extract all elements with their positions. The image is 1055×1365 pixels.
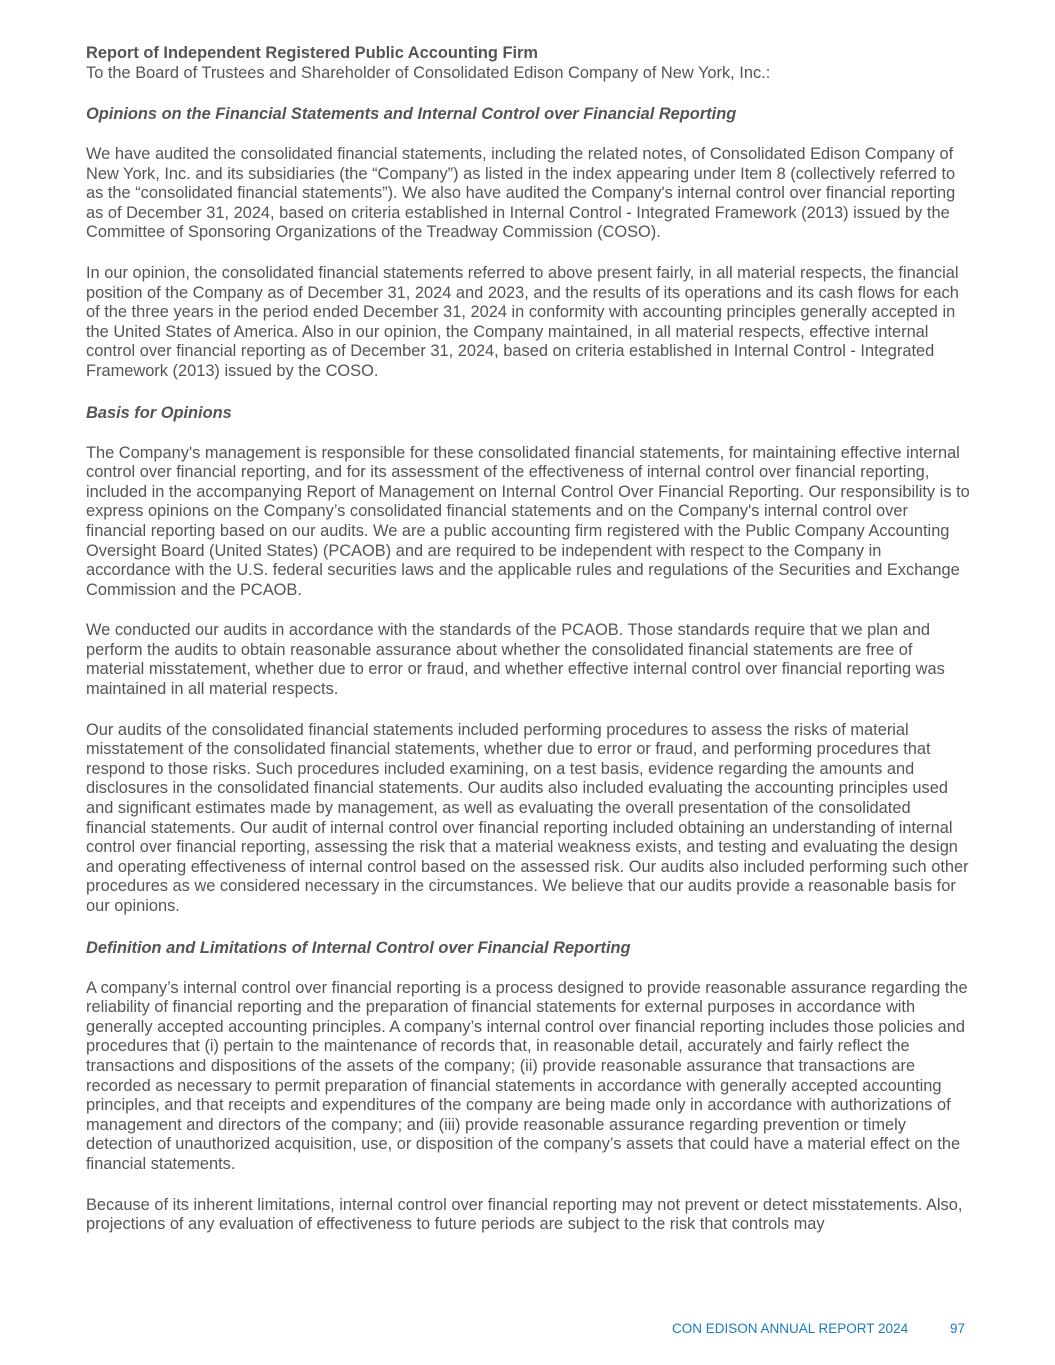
paragraph-basis-standards: We conducted our audits in accordance with the standards of the PCAOB. Those standards require that we plan and perform the audits to obtain reasonable assurance about whether the consolidated financial statements are free of material misstatement, whether due to error or fraud, and whether effective internal control over financial reporting was maintained in all material respects. bbox=[86, 621, 945, 699]
addressee-line: To the Board of Trustees and Shareholder of Consolidated Edison Company of New York, Inc.: bbox=[86, 64, 771, 82]
footer-report-name: CON EDISON ANNUAL REPORT 2024 bbox=[672, 1321, 909, 1336]
section-heading-definition: Definition and Limitations of Internal Control over Financial Reporting bbox=[86, 938, 631, 957]
paragraph-basis-responsibility: The Company's management is responsible for these consolidated financial statements, for maintaining effective internal control over financial reporting, and for its assessment of the effectiveness of internal control over financial reporting, included in the accompanying Report of Management on Internal Control Over Financial Reporting. Our responsibility is to express opinions on the Company’s consolidated financial statements and on the Company's internal control over financial reporting based on our audits. We are a public accounting firm registered with the Public Company Accounting Oversight Board (United States) (PCAOB) and are required to be independent with respect to the Company in accordance with the U.S. federal securities laws and the applicable rules and regulations of the Securities and Exchange Commission and the PCAOB. bbox=[86, 443, 970, 599]
section-heading-basis: Basis for Opinions bbox=[86, 403, 232, 422]
document-body bbox=[86, 43, 970, 1256]
paragraph-basis-procedures: Our audits of the consolidated financial statements included performing procedures to assess the risks of material misstatement of the consolidated financial statements, whether due to error or fraud, and performing procedures that respond to those risks. Such procedures included examining, on a test basis, evidence regarding the amounts and disclosures in the consolidated financial statements. Our audits also included evaluating the accounting principles used and significant estimates made by management, as well as evaluating the overall presentation of the consolidated financial statements. Our audit of internal control over financial reporting included obtaining an understanding of internal control over financial reporting, assessing the risk that a material weakness exists, and testing and evaluating the design and operating effectiveness of internal control based on the assessed risk. Our audits also included performing such other procedures as we considered necessary in the circumstances. We believe that our audits provide a reasonable basis for our opinions. bbox=[86, 720, 969, 915]
report-title: Report of Independent Registered Public Accounting Firm bbox=[86, 44, 538, 62]
paragraph-definition-icfr: A company’s internal control over financial reporting is a process designed to provide reasonable assurance regarding the reliability of financial reporting and the preparation of financial statements for external purposes in accordance with generally accepted accounting principles. A company’s internal control over financial reporting includes those policies and procedures that (i) pertain to the maintenance of records that, in reasonable detail, accurately and fairly reflect the transactions and dispositions of the assets of the company; (ii) provide reasonable assurance that transactions are recorded as necessary to permit preparation of financial statements in accordance with generally accepted accounting principles, and that receipts and expenditures of the company are being made only in accordance with authorizations of management and directors of the company; and (iii) provide reasonable assurance regarding prevention or timely detection of unauthorized acquisition, use, or disposition of the company’s assets that could have a material effect on the financial statements. bbox=[86, 978, 968, 1173]
paragraph-opinions-conclusion: In our opinion, the consolidated financial statements referred to above present fairly, in all material respects, the financial position of the Company as of December 31, 2024 and 2023, and the results of its operations and its cash flows for each of the three years in the period ended December 31, 2024 in conformity with accounting principles generally accepted in the United States of America. Also in our opinion, the Company maintained, in all material respects, effective internal control over financial reporting as of December 31, 2024, based on criteria established in Internal Control - Integrated Framework (2013) issued by the COSO. bbox=[86, 263, 959, 380]
page-footer bbox=[672, 1320, 966, 1338]
section-heading-opinions: Opinions on the Financial Statements and Internal Control over Financial Reporting bbox=[86, 105, 737, 123]
paragraph-opinions-audit-scope: We have audited the consolidated financial statements, including the related notes, of Consolidated Edison Company of New York, Inc. and its subsidiaries (the “Company”) as listed in the index appearing under Item 8 (collectively referred to as the “consolidated financial statements”). We also have audited the Company's internal control over financial reporting as of December 31, 2024, based on criteria established in Internal Control - Integrated Framework (2013) issued by the Committee of Sponsoring Organizations of the Treadway Commission (COSO). bbox=[86, 145, 956, 242]
page-number: 97 bbox=[950, 1321, 966, 1336]
paragraph-definition-limitations: Because of its inherent limitations, internal control over financial reporting may not prevent or detect misstatements. Also, projections of any evaluation of effectiveness to future periods are subject to the risk that controls may bbox=[86, 1195, 963, 1234]
